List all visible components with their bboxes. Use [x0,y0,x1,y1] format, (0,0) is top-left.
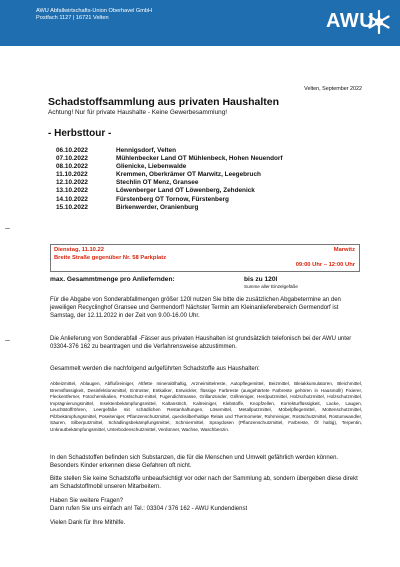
date-place: Löwenberger Land OT Löwenberg, Zehdenick [116,187,255,195]
company-name: AWU Abfallwirtschafts-Union Oberhavel GmbH [36,8,153,14]
date-value: 15.10.2022 [56,203,88,211]
snowflake-logo-icon [366,9,392,35]
appointment-location: Breite Straße gegenüber Nr. 58 Parkplatz [54,255,167,261]
date-place: Fürstenberg OT Tornow, Fürstenberg [116,195,229,203]
date-row [56,155,283,163]
date-value: 08.10.2022 [56,163,88,171]
max-amount-label: max. Gesammtmenge pro Anliefernden: [50,276,175,283]
date-value: 12.10.2022 [56,179,88,187]
date-place: Kremmen, Oberkrämer OT Marwitz, Leegebruch [116,171,261,179]
date-row [56,204,283,212]
paragraph-questions [50,498,362,514]
letter-date: Velten, September 2022 [304,86,362,92]
date-value: 14.10.2022 [56,195,88,203]
dates-list [56,147,283,212]
max-amount-value: bis zu 120l [244,276,278,283]
thanks-line: Vielen Dank für Ihre Mithilfe. [50,520,126,526]
paragraph-barrels: Die Anlieferung von Sonderabfall -Fässer aus privaten Haushalten ist grundsätzlich telefonisch bei der AWU unter 03304-376 162 zu beantragen und die Verfahrensweise abzustimmen. [50,336,352,350]
questions-line: Haben Sie weitere Fragen? [50,498,124,504]
date-place: Mühlenbecker Land OT Mühlenbeck, Hohen Neuendorf [116,155,283,163]
local-appointment-box [50,244,360,272]
date-row [56,171,283,179]
date-value: 13.10.2022 [56,187,88,195]
appointment-town: Marwitz [333,247,355,253]
date-value: 06.10.2022 [56,147,88,154]
date-place: Birkenwerder, Oranienburg [116,203,199,211]
appointment-time: 09:00 Uhr – 12:00 Uhr [295,262,355,268]
document-subtitle: Achtung! Nur für private Haushalte - Keine Gewerbesammlung! [48,109,228,116]
date-row [56,196,283,204]
paragraph-extra-dates: Für die Abgabe von Sonderabfallmengen größer 120l nutzen Sie bitte die zusätzlichen Abgabetermine an den jeweiligen Recyclinghof Gransee und Germendorf! Nächster Termin am Kleinanlieferebereich Germendorf ist Samstag, der 12.11.2022 in der Zeit von 9.00-16.00 Uhr. [50,297,341,319]
date-row [56,163,283,171]
date-row [56,147,283,155]
date-place: Hennigsdorf, Velten [116,147,177,154]
contact-line: Dann rufen Sie uns einfach an! Tel.: 03304 / 376 162 - AWU Kundendienst [50,505,248,512]
paragraph-danger: In den Schadstoffen befinden sich Substanzen, die für die Menschen und Umwelt gefährlich werden können. Besonders Kinder erkennen diese Gefahren oft nicht. [50,455,339,469]
date-row [56,179,283,187]
paragraph-handover: Bitte stellen Sie keine Schadstoffe unbeaufsichtigt vor oder nach der Sammlung ab, sondern übergeben diese direkt am Schadstoffmobil unseren Mitarbeitern. [50,476,358,490]
document-title: Schadstoffsammlung aus privaten Haushalten [48,96,280,108]
company-address [36,8,152,22]
date-row [56,187,283,195]
max-amount-note: Summe aller Einzelgefäße [244,284,298,289]
tour-heading: - Herbsttour - [48,128,112,139]
fold-mark [5,340,10,341]
date-place: Stechlin OT Menz, Gransee [116,179,199,187]
header-bar [0,0,400,46]
appointment-date: Dienstag, 11.10.22 [54,247,104,253]
fold-mark [5,228,10,229]
materials-list: Abbeizmittel, Ablaugen, Abflußreiniger, Altfette mineralölhaltig, Arzneimittelreste, Autopflegemittel, Beizmittel, Bleiakkumulatoren, Bleichmittel, Bremsflüssigkeit, Desinfektionsmittel, Entroster, Entkalker, Entwickler, flüssige Farbreste (ausgehärtete Farbreste gehören in Hausmüll!) Fixierer, Fleckentferner, Fotochemikalien, Frostschutz-mittel, Fugendichtmasse, Grillanzünder, Grillreiniger, Herdputzmittel, Holzschutzmittel, Holzschutzmittel, Imprägnierungsmittel, Insektenbekämpfungsmittel, Kaltanstrich, Kaltreiniger, Klebstoffe, Knopfzellen, Korrekturflüssigkeit, Lacke, Laugen, Leuchtstoffröhren, Leergefäße mit schädlichen Restanhaftungen, Lösemittel, Metallputzmittel, Möbelpflegemittel, Mottenschutzmittel, Pilzbekämpfungsmittel, Poseiteniger, Pflanzenschutzmittel, quecksilberhaltige Relais und Thermometer, Rohrreiniger, Rostschutzmittel, Rostumwandler, Säuren, Silberputzmittel, Schädlingsbekämpfungsmittel, Schmiermittel, Spraydosen (Pflanzenschutzmittel, Farbreste, Öl haltig), Terpentin, Unkrautbekämpfungsmittel, Unterbodenschutzmittel, Verdünner, Wachse, Waschbenzin. [50,381,362,432]
paragraph-collected-intro: Gesammelt werden die nachfolgend aufgeführten Schadstoffe aus Haushalten: [50,366,260,372]
company-postbox: Postfach 1127 | 16721 Velten [36,15,109,21]
awu-logo-text: AWU [326,10,375,32]
date-value: 11.10.2022 [56,171,88,179]
date-place: Glienicke, Liebenwalde [116,163,187,171]
date-value: 07.10.2022 [56,155,88,163]
